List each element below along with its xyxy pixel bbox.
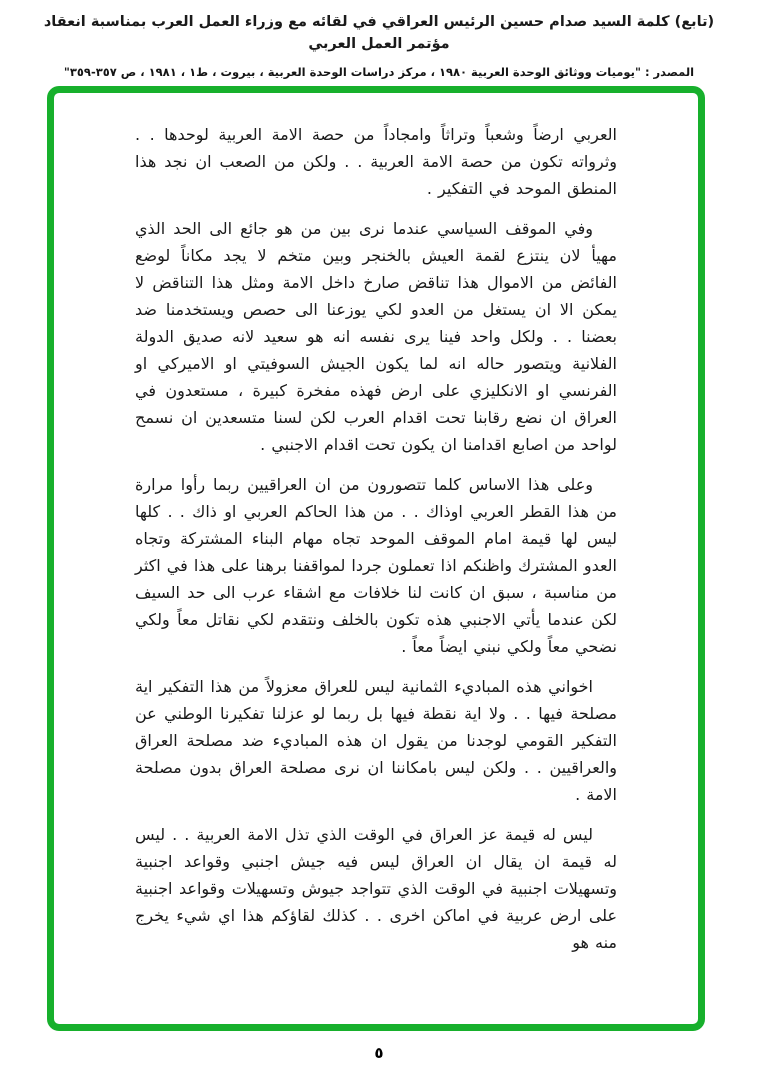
highlight-border-box	[47, 86, 705, 1031]
document-body	[135, 93, 617, 956]
body-paragraph: العربي ارضاً وشعباً وتراثاً وامجاداً من حصة الامة العربية لوحدها . . وثرواته تكون من حصة الامة العربية . . ولكن من الصعب ان نجد هذا المنطق الموحد في التفكير .	[135, 125, 617, 198]
body-paragraph: اخواني هذه المباديء الثمانية ليس للعراق معزولاً من هذا التفكير اية مصلحة فيها . . ولا اية نقطة فيها بل ربما لو عزلنا تفكيرنا الوطني عن التفكير القومي لوجدنا من يقول ان هذه المباديء ضد مصلحة العراق والعراقيين . . ولكن ليس بامكاننا ان نرى مصلحة العراق بدون مصلحة الامة .	[135, 677, 617, 804]
body-paragraph: وفي الموقف السياسي عندما نرى بين من هو جائع الى الحد الذي مهيأ لان ينتزع لقمة العيش بالخنجر وبين متخم لا يجد مكاناً لوضع الفائض من الاموال هذا تناقض صارخ داخل الامة ومثل هذا التناقض لا يمكن الا ان يستغل من العدو لكي يوزعنا الى حصص ويستخدمنا ضد بعضنا . . ولكل واحد فينا يرى نفسه انه هو سعيد لانه صديق الدولة الفلانية ويتصور حاله انه لما يكون الجيش السوفيتي او الاميركي او الفرنسي او الانكليزي على ارض فهذه مفخرة كبيرة ، مستعدون في العراق ان نضع رقابنا تحت اقدام العرب لكن لسنا متسعدين ان نسمح لواحد من اصابع اقدامنا ان يكون تحت اقدام الاجنبي .	[135, 219, 617, 454]
document-header	[30, 12, 728, 79]
page-number: ٥	[374, 1044, 384, 1062]
document-source-citation: المصدر : "يوميات ووثائق الوحدة العربية ١٩٨٠ ، مركز دراسات الوحدة العربية ، بيروت ، ط١ ، ١٩٨١ ، ص ٣٥٧-٣٥٩"	[63, 64, 695, 79]
document-title: (تابع) كلمة السيد صدام حسين الرئيس العراقي في لقائه مع وزراء العمل العرب بمناسبة انعقاد مؤتمر العمل العربي	[43, 14, 715, 52]
body-paragraph: وعلى هذا الاساس كلما تتصورون من ان العراقيين ربما رأوا مرارة من هذا القطر العربي اوذاك . . من هذا الحاكم العربي او ذاك . . كلها ليس لها قيمة امام الموقف الموحد تجاه مهام البناء المشتركة وتجاه العدو المشترك واظنكم اذا تعملون جردا لمواقفنا برهنا على هذا في اكثر من مناسبة ، سبق ان كانت لنا خلافات مع اشقاء عرب الى حد السيف لكن عندما يأتي الاجنبي هذه تكون بالخلف ونتقدم لكي نقاتل معاً ولكي نضحي معاً ولكي نبني ايضاً معاً .	[135, 475, 617, 656]
body-paragraph: ليس له قيمة عز العراق في الوقت الذي تذل الامة العربية . . ليس له قيمة ان يقال ان العراق ليس فيه جيش اجنبي وقواعد اجنبية وتسهيلات اجنبية في الوقت الذي تتواجد جيوش وتسهيلات وقواعد اجنبية على ارض عربية في اماكن اخرى . . كذلك لقاؤكم هذا اي شيء يخرج منه هو	[135, 825, 617, 952]
